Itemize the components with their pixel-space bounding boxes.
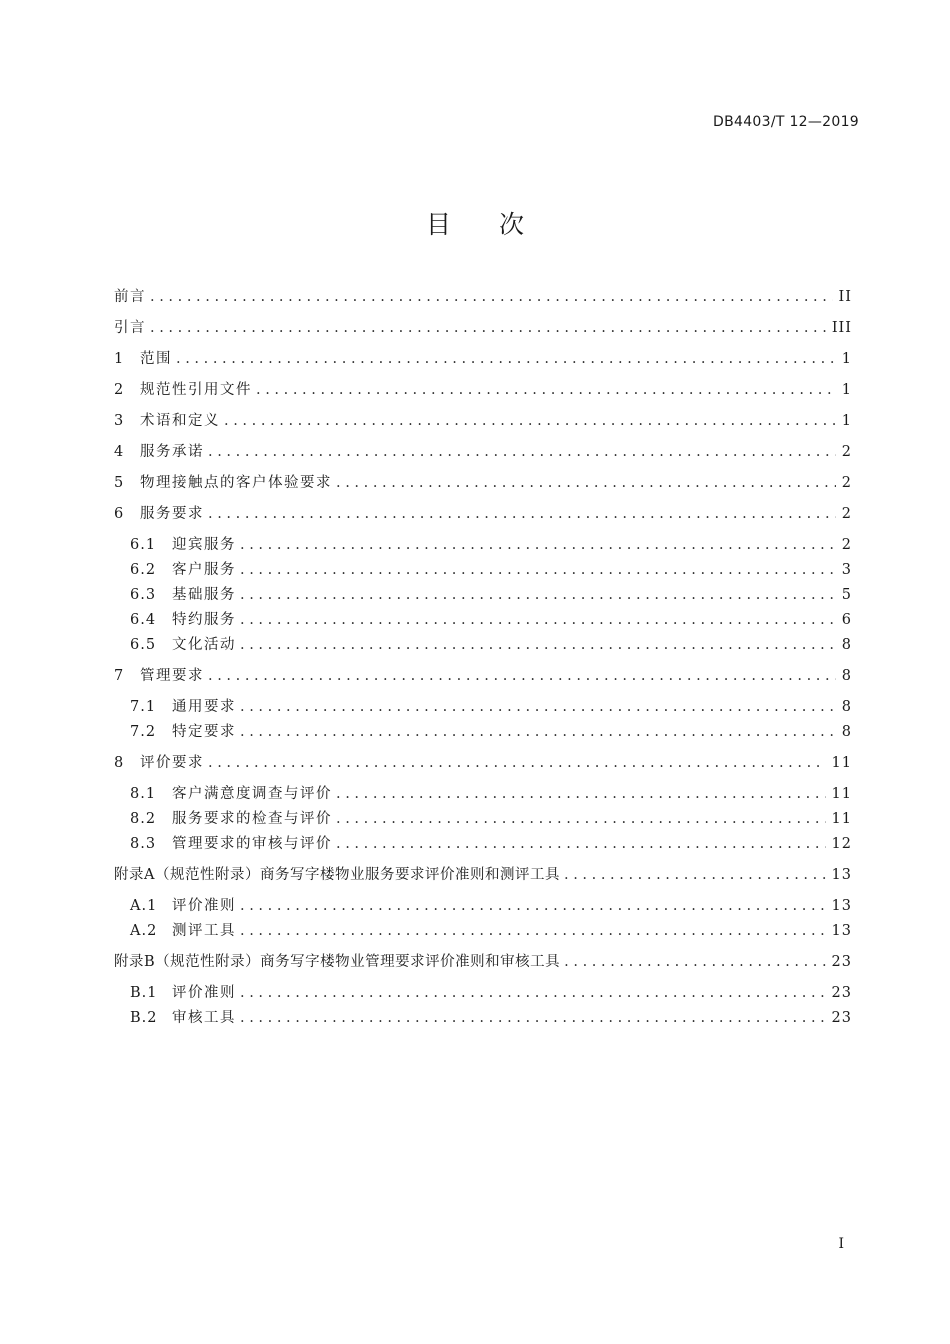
toc-leader-dots (176, 348, 836, 370)
toc-entry-page: 5 (841, 587, 852, 603)
title-char-1: 目 (425, 210, 451, 239)
toc-leader-dots (240, 1007, 826, 1029)
toc-entry[interactable] (114, 752, 852, 774)
toc-entry-label: 前言 (114, 289, 146, 305)
toc-entry-page: 1 (841, 382, 852, 398)
toc-entry-label: 迎宾服务 (172, 537, 236, 553)
toc-entry-number: 6.4 (130, 612, 157, 628)
toc-entry-label: 附录B（规范性附录）商务写字楼物业管理要求评价准则和审核工具 (114, 954, 561, 970)
toc-entry-page: III (831, 320, 852, 336)
toc-leader-dots (208, 752, 826, 774)
toc-entry-label: 管理要求 (140, 668, 204, 684)
toc-leader-dots (240, 982, 826, 1004)
toc-entry[interactable] (114, 441, 852, 463)
toc-entry-label: 审核工具 (172, 1010, 236, 1026)
toc-entry-number: 1 (114, 351, 124, 367)
toc-leader-dots (240, 534, 836, 556)
toc-leader-dots (336, 783, 826, 805)
toc-entry[interactable] (114, 286, 852, 308)
toc-entry-number: 7.2 (130, 724, 157, 740)
toc-entry-page: 23 (831, 954, 852, 970)
toc-subentry[interactable] (130, 783, 852, 805)
toc-entry-number: 3 (114, 413, 124, 429)
toc-entry-page: 6 (841, 612, 852, 628)
toc-entry-label: 评价准则 (172, 985, 236, 1001)
toc-entry-page: 11 (831, 786, 852, 802)
toc-entry-label: 文化活动 (172, 637, 236, 653)
toc-entry-page: 8 (841, 668, 852, 684)
toc-subentry[interactable] (130, 920, 852, 942)
toc-leader-dots (564, 864, 826, 886)
toc-entry-number: 5 (114, 475, 124, 491)
toc-entry-number: 2 (114, 382, 124, 398)
toc-entry-page: 2 (841, 444, 852, 460)
toc-entry-label: 特约服务 (172, 612, 236, 628)
toc-entry-annex-b[interactable] (114, 951, 852, 973)
toc-entry-number: A.2 (130, 923, 158, 939)
toc-entry-number: 6 (114, 506, 124, 522)
toc-entry-page: 23 (831, 985, 852, 1001)
toc-leader-dots (224, 410, 836, 432)
toc-entry[interactable] (114, 317, 852, 339)
toc-entry-label: 管理要求的审核与评价 (172, 836, 332, 852)
toc-entry-page: II (838, 289, 852, 305)
toc-subentry[interactable] (130, 721, 852, 743)
toc-entry-page: 2 (841, 537, 852, 553)
toc-leader-dots (208, 665, 836, 687)
toc-leader-dots (208, 441, 836, 463)
toc-leader-dots (208, 503, 836, 525)
toc-subentry[interactable] (130, 584, 852, 606)
toc-leader-dots (564, 951, 825, 973)
toc-leader-dots (240, 559, 836, 581)
toc-entry-label: 评价要求 (140, 755, 204, 771)
title-char-2: 次 (499, 210, 525, 239)
toc-entry-label: 通用要求 (172, 699, 236, 715)
toc-entry-page: 3 (841, 562, 852, 578)
toc-subentry[interactable] (130, 696, 852, 718)
toc-entry-number: 8 (114, 755, 124, 771)
toc-entry-page: 1 (841, 351, 852, 367)
toc-entry-number: A.1 (130, 898, 158, 914)
toc-entry-page: 2 (841, 506, 852, 522)
toc-entry-number: 4 (114, 444, 124, 460)
toc-entry-page: 11 (831, 755, 852, 771)
toc-subentry[interactable] (130, 609, 852, 631)
toc-entry-label: 引言 (114, 320, 146, 336)
toc-leader-dots (336, 472, 836, 494)
toc-entry[interactable] (114, 665, 852, 687)
toc-entry-number: 6.5 (130, 637, 157, 653)
toc-entry-label: 评价准则 (172, 898, 236, 914)
toc-entry-number: 7.1 (130, 699, 157, 715)
toc-leader-dots (240, 920, 826, 942)
toc-leader-dots (150, 317, 826, 339)
toc-leader-dots (256, 379, 836, 401)
toc-entry-label: 范围 (140, 351, 172, 367)
toc-entry-label: 服务承诺 (140, 444, 204, 460)
toc-leader-dots (240, 634, 836, 656)
toc-entry-number: 6.1 (130, 537, 157, 553)
toc-entry-number: B.1 (130, 985, 158, 1001)
toc-subentry[interactable] (130, 895, 852, 917)
toc-leader-dots (240, 609, 836, 631)
toc-entry-label: 术语和定义 (140, 413, 220, 429)
toc-entry-page: 13 (831, 923, 852, 939)
toc-entry-page: 13 (831, 867, 852, 883)
toc-leader-dots (150, 286, 833, 308)
toc-leader-dots (336, 833, 826, 855)
toc-entry-page: 2 (841, 475, 852, 491)
toc-entry-annex-a[interactable] (114, 864, 852, 886)
toc-entry-number: 7 (114, 668, 124, 684)
toc-entry[interactable] (114, 379, 852, 401)
toc-entry-label: 特定要求 (172, 724, 236, 740)
toc-entry-label: 附录A（规范性附录）商务写字楼物业服务要求评价准则和测评工具 (114, 867, 560, 883)
toc-entry-number: B.2 (130, 1010, 158, 1026)
toc-entry-page: 13 (831, 898, 852, 914)
toc-entry-label: 基础服务 (172, 587, 236, 603)
toc-leader-dots (240, 895, 826, 917)
toc-leader-dots (240, 584, 836, 606)
toc-entry-number: 8.2 (130, 811, 157, 827)
toc-subentry[interactable] (130, 833, 852, 855)
toc-entry-page: 8 (841, 724, 852, 740)
toc-leader-dots (240, 721, 836, 743)
toc-entry-number: 6.3 (130, 587, 157, 603)
toc-leader-dots (240, 696, 836, 718)
toc-entry-page: 23 (831, 1010, 852, 1026)
toc-entry[interactable] (114, 472, 852, 494)
toc-entry-label: 物理接触点的客户体验要求 (140, 475, 332, 491)
page-number: I (838, 1236, 844, 1252)
toc-subentry[interactable] (130, 808, 852, 830)
toc-subentry[interactable] (130, 534, 852, 556)
toc-subentry[interactable] (130, 1007, 852, 1029)
page-title (0, 205, 950, 241)
toc-entry-number: 8.3 (130, 836, 157, 852)
toc-entry-label: 规范性引用文件 (140, 382, 252, 398)
toc-entry-label: 服务要求 (140, 506, 204, 522)
toc-subentry[interactable] (130, 634, 852, 656)
toc-entry[interactable] (114, 410, 852, 432)
toc-entry-label: 服务要求的检查与评价 (172, 811, 332, 827)
toc-entry-number: 8.1 (130, 786, 157, 802)
toc-entry[interactable] (114, 348, 852, 370)
toc-entry[interactable] (114, 503, 852, 525)
toc-entry-number: 6.2 (130, 562, 157, 578)
toc-entry-page: 11 (831, 811, 852, 827)
toc-entry-page: 1 (841, 413, 852, 429)
standard-code: DB4403/T 12—2019 (713, 114, 859, 130)
toc-entry-label: 客户满意度调查与评价 (172, 786, 332, 802)
toc-entry-label: 测评工具 (172, 923, 236, 939)
toc-entry-page: 8 (841, 637, 852, 653)
toc-leader-dots (336, 808, 826, 830)
toc-entry-page: 8 (841, 699, 852, 715)
toc-subentry[interactable] (130, 982, 852, 1004)
toc-entry-label: 客户服务 (172, 562, 236, 578)
toc-entry-page: 12 (831, 836, 852, 852)
toc-subentry[interactable] (130, 559, 852, 581)
